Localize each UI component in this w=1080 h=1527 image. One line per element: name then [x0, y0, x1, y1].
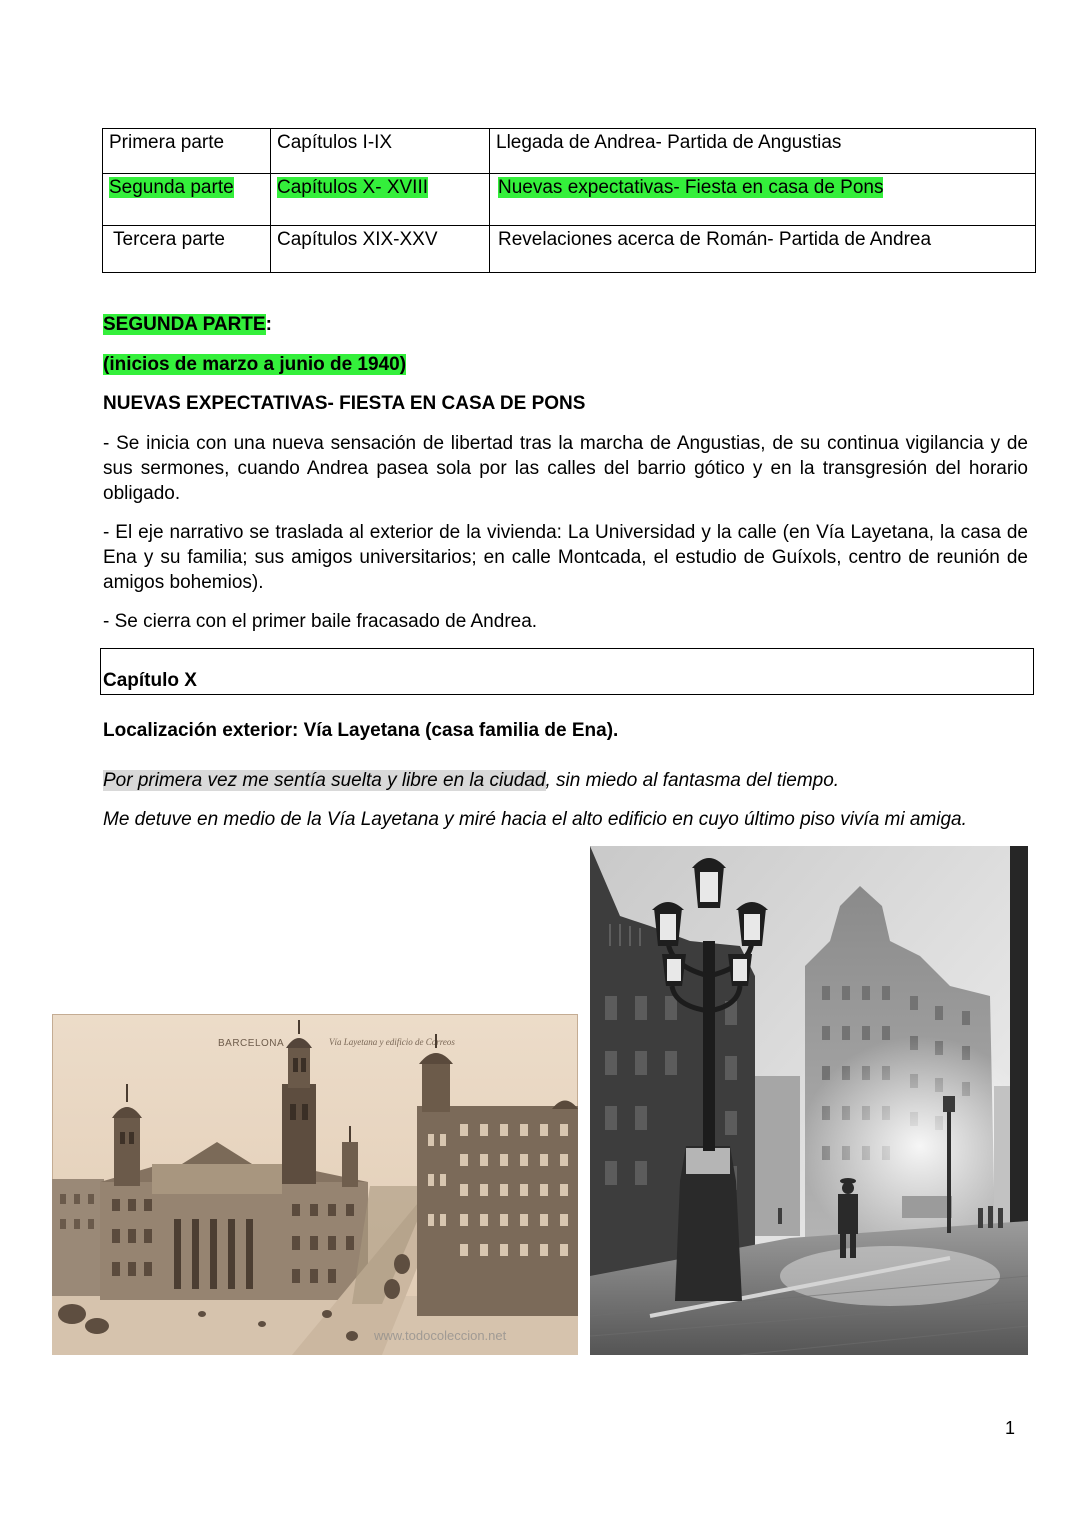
chapters-cell [271, 129, 490, 174]
section-heading-text: SEGUNDA PARTE [103, 314, 266, 335]
chapters-label: Capítulos XIX-XXV [277, 229, 438, 250]
section-dates [103, 353, 406, 377]
part-label: Tercera parte [113, 229, 225, 250]
quote-rest: , sin miedo al fantasma del tiempo. [545, 770, 840, 791]
quote-line: Me detuve en medio de la Vía Layetana y miré hacia el alto edificio en cuyo último piso vivía mi amiga. [103, 809, 967, 830]
section-dates-text: (inicios de marzo a junio de 1940) [103, 354, 407, 375]
parts-table [102, 128, 1036, 273]
part-cell [103, 226, 271, 273]
summary-label: Nuevas expectativas- Fiesta en casa de Pons [498, 177, 884, 198]
chapters-label: Capítulos I-IX [277, 132, 393, 153]
summary-label: Llegada de Andrea- Partida de Angustias [496, 132, 842, 153]
summary-label: Revelaciones acerca de Román- Partida de Andrea [498, 229, 932, 250]
postcard-illustration [52, 1014, 578, 1355]
chapter-heading-box [100, 648, 1034, 695]
summary-cell [490, 226, 1036, 273]
part-label: Primera parte [109, 132, 225, 153]
chapters-cell [271, 226, 490, 273]
paragraph: - Se inicia con una nueva sensación de libertad tras la marcha de Angustias, de su continua vigilancia y de sus sermones, cuando Andrea pasea sola por las calles del barrio gótico y en la transgresión del horario obligado. [103, 433, 1028, 504]
section-title: NUEVAS EXPECTATIVAS- FIESTA EN CASA DE PONS [103, 393, 586, 414]
postcard-image [52, 1014, 578, 1355]
street-photo [590, 846, 1028, 1355]
postcard-watermark: www.todocoleccion.net [374, 1328, 507, 1343]
postcard-caption: Vía Layetana y edificio de Correos [329, 1037, 455, 1047]
chapter-label: Capítulo X [103, 670, 197, 691]
summary-cell [490, 174, 1036, 226]
section-heading [103, 313, 272, 337]
chapters-cell [271, 174, 490, 226]
street-photo-illustration [590, 846, 1028, 1355]
summary-cell [490, 129, 1036, 174]
part-cell [103, 174, 271, 226]
chapters-label: Capítulos X- XVIII [277, 177, 429, 198]
paragraph: - El eje narrativo se traslada al exterior de la vivienda: La Universidad y la calle (en Vía Layetana, la casa de Ena y su familia; sus amigos universitarios; en calle Montcada, el estudio de Guíxols, centro de reunión de amigos bohemios). [103, 522, 1028, 593]
table-row-highlighted [103, 174, 1036, 226]
postcard-title: BARCELONA [218, 1038, 285, 1049]
table-row [103, 226, 1036, 273]
quote-highlighted: Por primera vez me sentía suelta y libre en la ciudad [103, 770, 546, 791]
paragraph: - Se cierra con el primer baile fracasado de Andrea. [103, 611, 538, 632]
table-row [103, 129, 1036, 174]
location-heading: Localización exterior: Vía Layetana (casa familia de Ena). [103, 720, 619, 741]
section-heading-colon: : [265, 314, 272, 335]
part-label: Segunda parte [109, 177, 234, 198]
part-cell [103, 129, 271, 174]
page-number: 1 [1005, 1418, 1016, 1438]
quote-line [103, 768, 839, 793]
